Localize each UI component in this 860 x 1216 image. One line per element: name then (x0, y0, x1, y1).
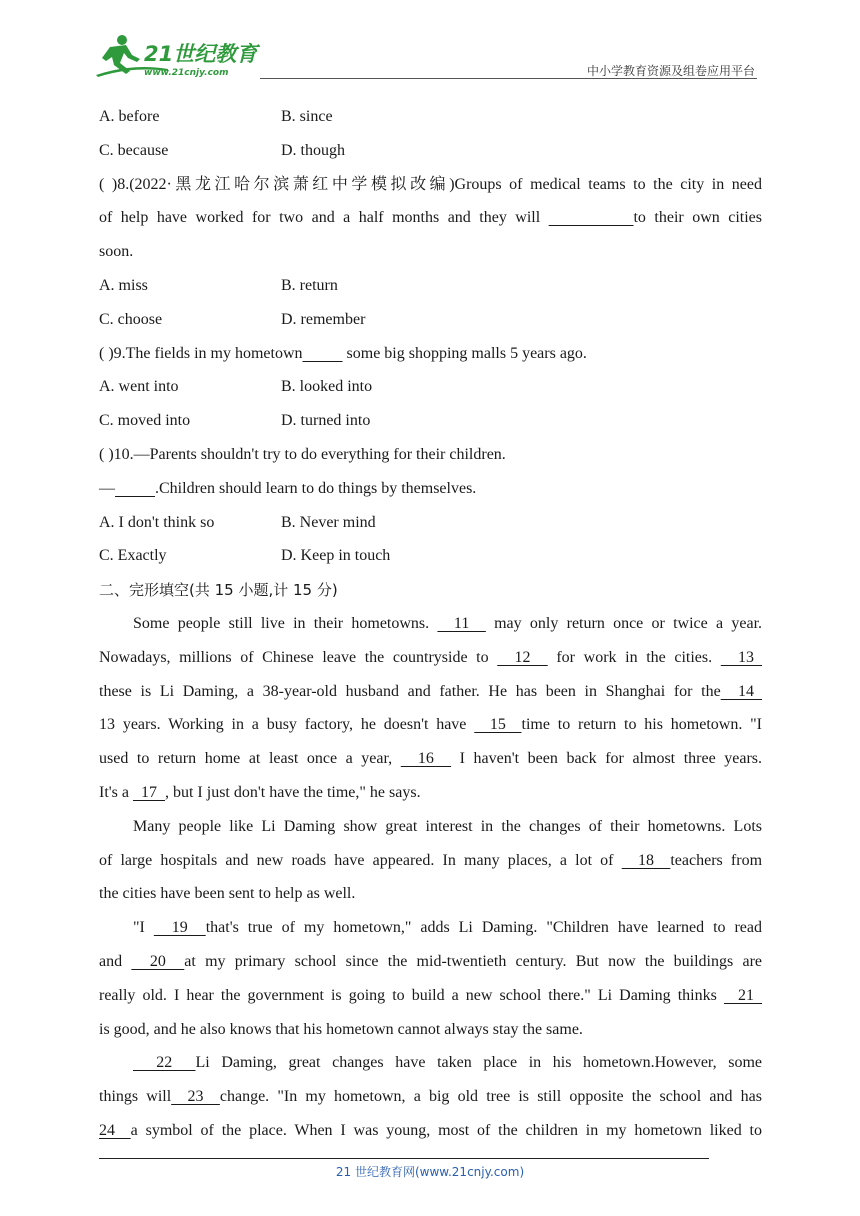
cloze-blank: 19 (153, 919, 206, 937)
passage-p3-line-3: really old. I hear the government is going to build a new school there." Li Daming thinks 21 (99, 986, 763, 1004)
q7-option-d: D. though (281, 141, 345, 159)
q8-stem-line3: soon. (99, 243, 134, 261)
q8-option-b: B. return (281, 276, 338, 294)
q9-options-row2 (99, 404, 762, 438)
cloze-blank: 18 (621, 851, 671, 869)
cloze-blank: 23 (171, 1088, 220, 1106)
cloze-blank: 14 (720, 682, 763, 700)
q10-option-c: C. Exactly (99, 547, 167, 565)
q8-options-row1 (99, 269, 762, 303)
site-logo (92, 33, 262, 79)
passage-p3-line-1: "I 19 that's true of my hometown," adds Li Daming. "Children have learned to read (133, 919, 763, 937)
q8-stem-line1: ( )8.(2022·黑龙江哈尔滨萧红中学模拟改编)Groups of medical teams to the city in need (99, 175, 762, 193)
passage-p2-line-1: Many people like Li Daming show great interest in the changes of their hometowns. Lots (133, 817, 762, 835)
q7-option-a: A. before (99, 108, 160, 125)
passage-p4-line-2: things will 23 change. "In my hometown, a big old tree is still opposite the school and has (99, 1088, 763, 1106)
footer-rule (99, 1158, 709, 1159)
passage-p3-line-2: and 20 at my primary school since the mid-twentieth century. But now the buildings are (99, 952, 762, 970)
q10-reply: — .Children should learn to do things by themselves. (99, 479, 477, 497)
q8-option-c: C. choose (99, 310, 163, 328)
q8-option-a: A. miss (99, 276, 148, 294)
document-body (99, 100, 762, 1148)
q10-options-row1 (99, 506, 762, 540)
q9-option-d: D. turned into (281, 412, 371, 430)
cloze-blank: 15 (474, 716, 522, 734)
cloze-blank: 16 (400, 750, 452, 768)
cloze-blank: 11 (437, 614, 486, 632)
q9-option-a: A. went into (99, 378, 179, 396)
passage-p1-line-6: It's a 17 , but I just don't have the time," he says. (99, 783, 421, 801)
q10-option-a: A. I don't think so (99, 513, 215, 531)
q8-options-row2 (99, 303, 762, 337)
passage-p3-line-4: is good, and he also knows that his hometown cannot always stay the same. (99, 1020, 583, 1038)
q8-blank (549, 209, 634, 226)
passage-p1-line-3: these is Li Daming, a 38-year-old husband and father. He has been in Shanghai for the 14 (99, 682, 763, 700)
cloze-blank: 13 (720, 648, 763, 666)
passage-p2-line-3: the cities have been sent to help as well. (99, 885, 356, 903)
passage-p1-line-2: Nowadays, millions of Chinese leave the countryside to 12 for work in the cities. 13 (99, 648, 763, 666)
q8-stem-line2: of help have worked for two and a half months and they will to their own cities (99, 209, 763, 227)
cloze-passage (99, 607, 762, 1148)
q7-option-c: C. because (99, 141, 169, 159)
page-footer: 21 世纪教育网(www.21cnjy.com) (335, 1165, 525, 1179)
q9-option-b: B. looked into (281, 378, 373, 396)
cloze-blank: 22 (133, 1054, 196, 1072)
section2-title: 二、完形填空(共 15 小题,计 15 分) (99, 581, 338, 600)
svg-text:21世纪教育: 21世纪教育 (144, 42, 258, 66)
cloze-blank: 21 (723, 986, 763, 1004)
q10-blank (115, 480, 155, 497)
q9-option-c: C. moved into (99, 412, 191, 430)
q9-blank (303, 345, 343, 362)
page-header (0, 0, 860, 90)
cloze-blank: 24 (99, 1121, 131, 1139)
q10-options-row2 (99, 539, 762, 573)
passage-p4-line-1: 22 Li Daming, great changes have taken place in his hometown.However, some (133, 1054, 763, 1072)
q10-option-d: D. Keep in touch (281, 547, 391, 565)
q7-option-b: B. since (281, 108, 333, 125)
passage-p4-line-3: 24 a symbol of the place. When I was young, most of the children in my hometown liked to (99, 1121, 762, 1139)
q7-options-row1 (99, 100, 762, 134)
q8-option-d: D. remember (281, 310, 366, 328)
passage-p1-line-4: 13 years. Working in a busy factory, he doesn't have 15 time to return to his hometown. "I (99, 716, 763, 734)
cloze-blank: 20 (131, 952, 185, 970)
header-platform-text: 中小学教育资源及组卷应用平台 (586, 64, 755, 78)
q9-stem: ( )9.The fields in my hometown some big shopping malls 5 years ago. (99, 344, 587, 362)
q10-option-b: B. Never mind (281, 513, 376, 531)
svg-text:www.21cnjy.com: www.21cnjy.com (144, 68, 229, 78)
passage-p1-line-5: used to return home at least once a year, 16 I haven't been back for almost three years. (99, 750, 762, 768)
cloze-blank: 12 (497, 648, 548, 666)
q9-options-row1 (99, 370, 762, 404)
passage-p1-line-1: Some people still live in their hometowns. 11 may only return once or twice a year. (133, 614, 763, 632)
q7-options-row2 (99, 134, 762, 168)
passage-p2-line-2: of large hospitals and new roads have appeared. In many places, a lot of 18 teachers from (99, 851, 763, 869)
q10-stem: ( )10.—Parents shouldn't try to do everything for their children. (99, 445, 506, 463)
cloze-blank: 17 (132, 783, 165, 801)
